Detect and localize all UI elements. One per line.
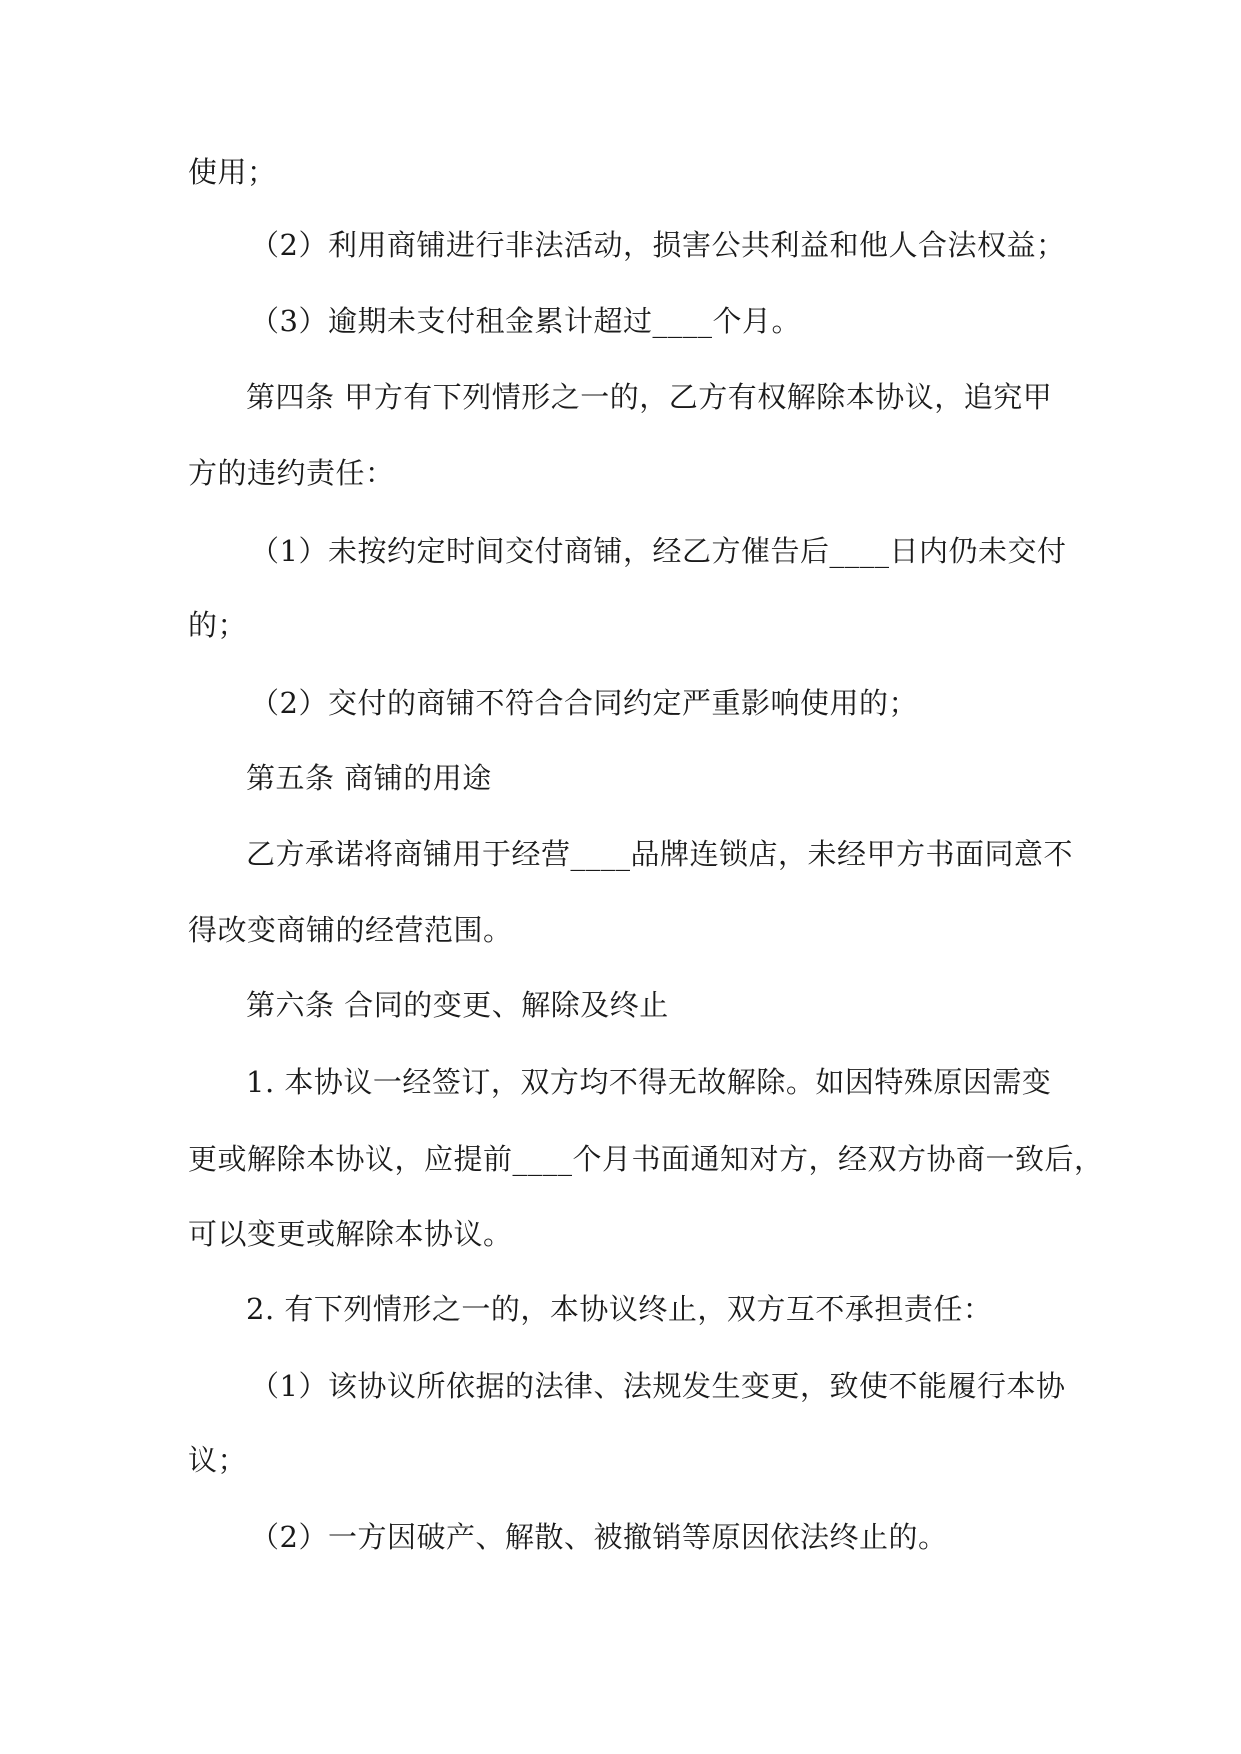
section-heading: 第四条 甲方有下列情形之一的，乙方有权解除本协议，追究甲 [246,380,1053,414]
text-line: 1. 本协议一经签订，双方均不得无故解除。如因特殊原因需变 [246,1065,1052,1099]
text-line: 2. 有下列情形之一的，本协议终止，双方互不承担责任： [246,1292,993,1326]
text-line: （2）交付的商铺不符合合同约定严重影响使用的； [250,686,918,720]
text-line: （2）利用商铺进行非法活动，损害公共利益和他人合法权益； [250,228,1066,262]
text-line: 的； [188,608,248,642]
text-line: （1）该协议所依据的法律、法规发生变更，致使不能履行本协 [250,1369,1066,1403]
section-heading: 第五条 商铺的用途 [246,761,492,795]
text-line: 议； [188,1443,248,1477]
text-line: （1）未按约定时间交付商铺，经乙方催告后____日内仍未交付 [250,534,1067,568]
text-line: 可以变更或解除本协议。 [188,1217,513,1251]
text-line: 更或解除本协议，应提前____个月书面通知对方，经双方协商一致后， [188,1142,1104,1176]
text-line: 方的违约责任： [188,456,395,490]
text-line: （2）一方因破产、解散、被撤销等原因依法终止的。 [250,1520,948,1554]
section-heading: 第六条 合同的变更、解除及终止 [246,988,669,1022]
text-line: 使用； [188,155,277,189]
text-line: （3）逾期未支付租金累计超过____个月。 [250,304,801,338]
text-line: 乙方承诺将商铺用于经营____品牌连锁店，未经甲方书面同意不 [246,837,1074,871]
text-line: 得改变商铺的经营范围。 [188,913,513,947]
